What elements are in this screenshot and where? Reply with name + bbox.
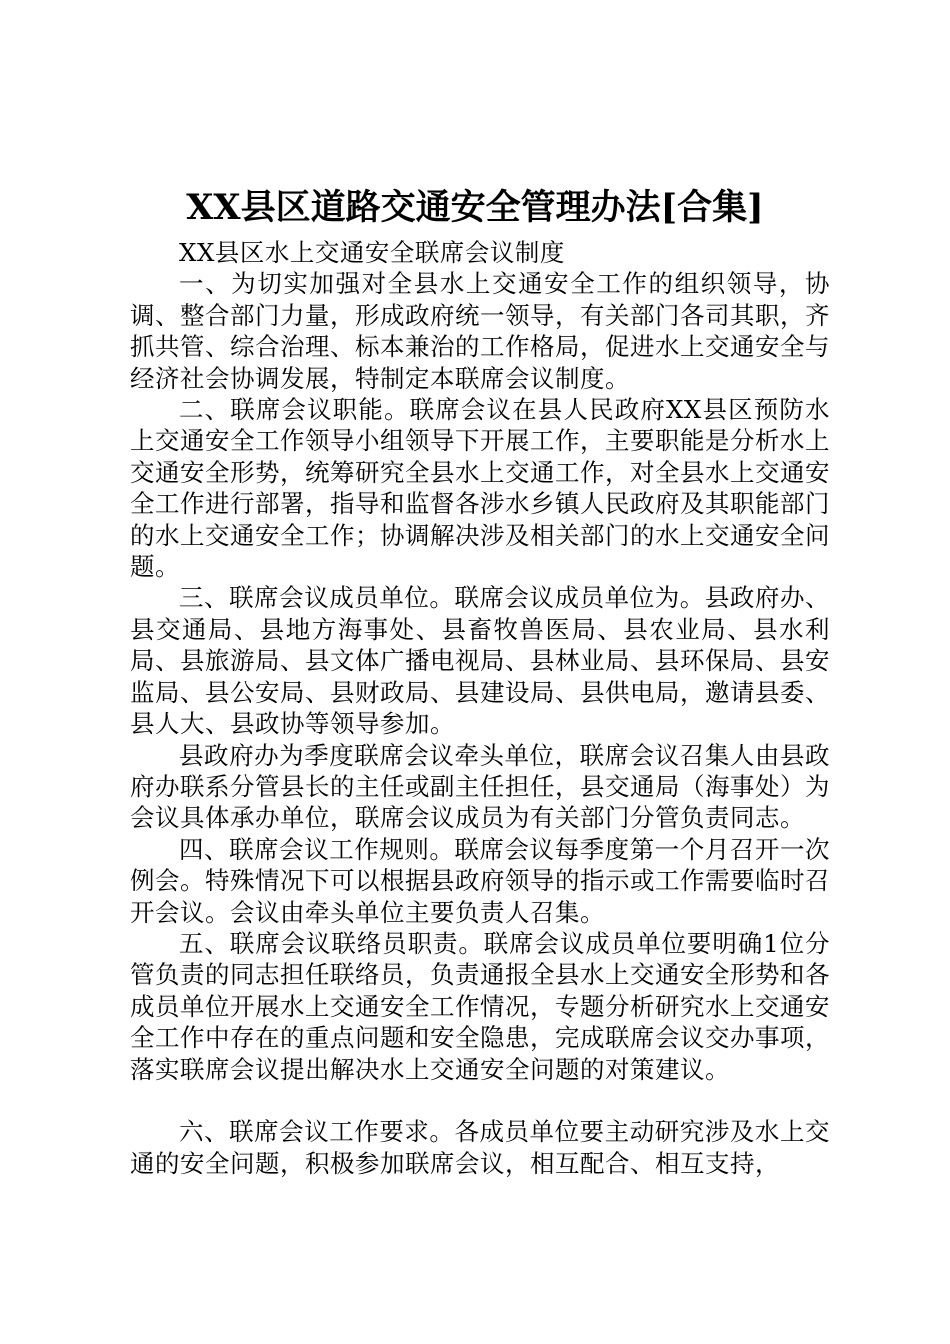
body-paragraph-2: 二、联席会议职能。联席会议在县人民政府XX县区预防水上交通安全工作领导小组领导下开展工作，主要职能是分析水上交通安全形势，统筹研究全县水上交通工作，对全县水上交通安全工作进行部署，指导和监督各涉水乡镇人民政府及其职能部门的水上交通安全工作；协调解决涉及相关部门的水上交通安全问题。 — [130, 395, 830, 582]
subtitle-paragraph: XX县区水上交通安全联席会议制度 — [179, 238, 565, 267]
body-paragraph-1: 一、为切实加强对全县水上交通安全工作的组织领导，协调、整合部门力量，形成政府统一领导，有关部门各司其职，齐抓共管、综合治理、标本兼治的工作格局，促进水上交通安全与经济社会协调发展，特制定本联席会议制度。 — [130, 269, 830, 393]
body-paragraph-7: 六、联席会议工作要求。各成员单位要主动研究涉及水上交通的安全问题，积极参加联席会议，相互配合、相互支持， — [130, 1117, 830, 1178]
document-title: XX县区道路交通安全管理办法[合集] — [186, 187, 764, 228]
body-paragraph-6: 五、联席会议联络员职责。联席会议成员单位要明确1位分管负责的同志担任联络员，负责通报全县水上交通安全形势和各成员单位开展水上交通安全工作情况，专题分析研究水上交通安全工作中存在的重点问题和安全隐患，完成联席会议交办事项，落实联席会议提出解决水上交通安全问题的对策建议。 — [130, 928, 830, 1084]
body-paragraph-3: 三、联席会议成员单位。联席会议成员单位为。县政府办、县交通局、县地方海事处、县畜牧兽医局、县农业局、县水利局、县旅游局、县文体广播电视局、县林业局、县环保局、县安监局、县公安局、县财政局、县建设局、县供电局，邀请县委、县人大、县政协等领导参加。 — [130, 583, 830, 739]
document-body — [130, 237, 830, 1179]
body-paragraph-5: 四、联席会议工作规则。联席会议每季度第一个月召开一次例会。特殊情况下可以根据县政府领导的指示或工作需要临时召开会议。会议由牵头单位主要负责人召集。 — [130, 834, 830, 927]
body-paragraph-4: 县政府办为季度联席会议牵头单位，联席会议召集人由县政府办联系分管县长的主任或副主任担任，县交通局（海事处）为会议具体承办单位，联席会议成员为有关部门分管负责同志。 — [130, 740, 830, 833]
